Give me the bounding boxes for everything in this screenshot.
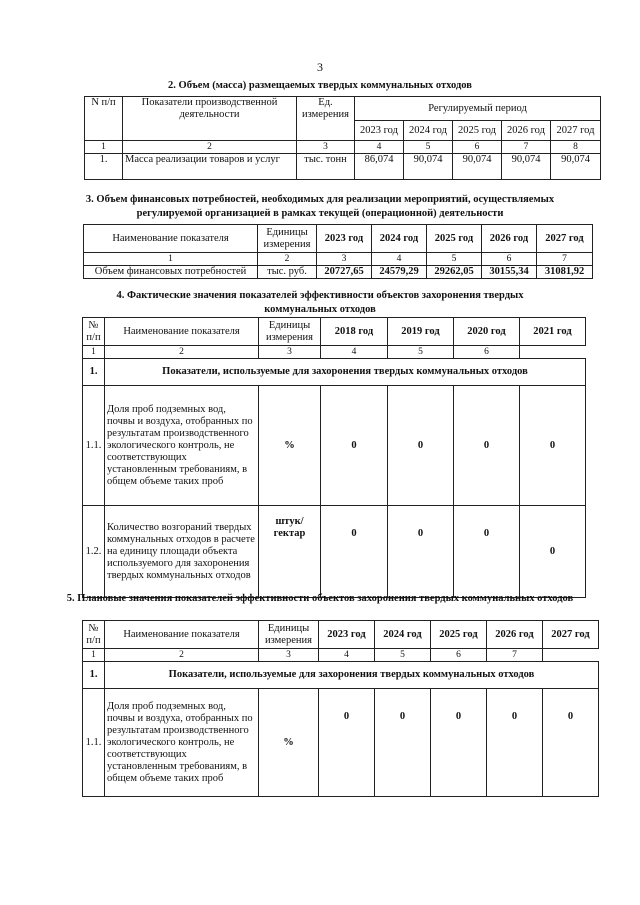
- col-number: 6: [453, 141, 502, 154]
- section-4-table: [82, 317, 586, 598]
- col-header-unit: Единицы измерения: [259, 318, 321, 346]
- year-header: 2025 год: [453, 121, 502, 141]
- year-header: 2027 год: [551, 121, 601, 141]
- row-indicator-name: Масса реализации товаров и услуг: [123, 154, 297, 180]
- row-unit: %: [259, 689, 319, 797]
- row-value: 0: [454, 506, 520, 598]
- row-value: 90,074: [404, 154, 453, 180]
- row-value: 86,074: [355, 154, 404, 180]
- col-header-num: N п/п: [85, 97, 123, 141]
- row-value: 0: [319, 689, 375, 797]
- row-value: 0: [454, 386, 520, 506]
- col-number: 6: [431, 649, 487, 662]
- col-header-num: № п/п: [83, 318, 105, 346]
- section-3-table: [83, 224, 593, 279]
- section-5-table: [82, 620, 599, 797]
- group-number: 1.: [83, 662, 105, 689]
- row-value: 30155,34: [482, 266, 537, 279]
- row-value: 0: [520, 386, 586, 506]
- year-header: 2019 год: [388, 318, 454, 346]
- col-number: 4: [372, 253, 427, 266]
- row-value: 24579,29: [372, 266, 427, 279]
- col-number: 7: [487, 649, 543, 662]
- year-header: 2020 год: [454, 318, 520, 346]
- year-header: 2025 год: [427, 225, 482, 253]
- row-value: 0: [321, 506, 388, 598]
- group-label: Показатели, используемые для захоронения твердых коммунальных отходов: [105, 662, 599, 689]
- row-value: 90,074: [502, 154, 551, 180]
- row-indicator-name: Объем финансовых потребностей: [84, 266, 258, 279]
- row-number: 1.: [85, 154, 123, 180]
- col-number: 4: [321, 346, 388, 359]
- year-header: 2026 год: [482, 225, 537, 253]
- col-header-name: Наименование показателя: [105, 318, 259, 346]
- page-number: 3: [317, 60, 323, 74]
- row-unit: %: [259, 386, 321, 506]
- col-header-num: № п/п: [83, 621, 105, 649]
- row-value: 29262,05: [427, 266, 482, 279]
- col-number: 6: [482, 253, 537, 266]
- row-value: 90,074: [453, 154, 502, 180]
- year-header: 2024 год: [372, 225, 427, 253]
- col-number: 3: [297, 141, 355, 154]
- year-header: 2021 год: [520, 318, 586, 346]
- row-value: 0: [487, 689, 543, 797]
- col-number: 1: [85, 141, 123, 154]
- group-label: Показатели, используемые для захоронения твердых коммунальных отходов: [105, 359, 586, 386]
- col-number: 1: [84, 253, 258, 266]
- row-value: 20727,65: [317, 266, 372, 279]
- col-header-unit: Единицы измерения: [258, 225, 317, 253]
- year-header: 2023 год: [355, 121, 404, 141]
- row-value: 31081,92: [537, 266, 593, 279]
- col-number: 5: [404, 141, 453, 154]
- row-unit: тыс. тонн: [297, 154, 355, 180]
- year-header: 2024 год: [404, 121, 453, 141]
- row-value: 0: [375, 689, 431, 797]
- year-header: 2026 год: [502, 121, 551, 141]
- col-header-period: Регулируемый период: [355, 97, 601, 121]
- row-indicator-name: Доля проб подземных вод, почвы и воздуха, отобранных по результатам производственного экологического контроль, не соответствующих установленным требованиям, в общем объеме таких проб: [105, 689, 259, 797]
- section-5-title: 5. Плановые значения показателей эффективности объектов захоронения твердых коммунальных отходов: [66, 593, 574, 604]
- row-indicator-name: Количество возгораний твердых коммунальных отходов в расчете на единицу площади объекта используемого для захоронения твердых коммунальных отходов: [105, 506, 259, 598]
- row-indicator-name: Доля проб подземных вод, почвы и воздуха, отобранных по результатам производственного экологического контроль, не соответствующих установленным требованиям, в общем объеме таких проб: [105, 386, 259, 506]
- col-number: 2: [123, 141, 297, 154]
- year-header: 2025 год: [431, 621, 487, 649]
- row-number: 1.1.: [83, 689, 105, 797]
- col-number: 1: [83, 649, 105, 662]
- row-unit: тыс. руб.: [258, 266, 317, 279]
- col-number: 1: [83, 346, 105, 359]
- col-number: 4: [319, 649, 375, 662]
- row-unit: штук/ гектар: [259, 506, 321, 598]
- row-value: 0: [388, 386, 454, 506]
- col-number: 2: [258, 253, 317, 266]
- col-number: 3: [317, 253, 372, 266]
- section-4-title: 4. Фактические значения показателей эффективности объектов захоронения твердых коммунальных отходов: [116, 290, 524, 315]
- col-number: 5: [388, 346, 454, 359]
- col-number: 7: [537, 253, 593, 266]
- row-value: 0: [321, 386, 388, 506]
- row-number: 1.1.: [83, 386, 105, 506]
- col-number: 2: [105, 346, 259, 359]
- group-number: 1.: [83, 359, 105, 386]
- year-header: 2027 год: [543, 621, 599, 649]
- row-value: 0: [431, 689, 487, 797]
- section-2-table: [84, 96, 601, 180]
- row-value: 0: [520, 506, 586, 598]
- col-header-name: Наименование показателя: [105, 621, 259, 649]
- row-number: 1.2.: [83, 506, 105, 598]
- year-header: 2018 год: [321, 318, 388, 346]
- year-header: 2023 год: [317, 225, 372, 253]
- year-header: 2024 год: [375, 621, 431, 649]
- col-header-unit: Ед. измерения: [297, 97, 355, 141]
- col-number: 4: [355, 141, 404, 154]
- row-value: 0: [388, 506, 454, 598]
- col-number: 8: [551, 141, 601, 154]
- section-2-title: 2. Объем (масса) размещаемых твердых коммунальных отходов: [168, 80, 472, 91]
- col-header-indicator: Показатели производственной деятельности: [123, 97, 297, 141]
- row-value: 0: [543, 689, 599, 797]
- year-header: 2023 год: [319, 621, 375, 649]
- col-header-unit: Единицы измерения: [259, 621, 319, 649]
- col-number: 2: [105, 649, 259, 662]
- col-number: 7: [502, 141, 551, 154]
- col-number: 6: [454, 346, 520, 359]
- year-header: 2027 год: [537, 225, 593, 253]
- col-number: 3: [259, 346, 321, 359]
- col-header-name: Наименование показателя: [84, 225, 258, 253]
- year-header: 2026 год: [487, 621, 543, 649]
- col-number: 5: [427, 253, 482, 266]
- section-3-title: 3. Объем финансовых потребностей, необходимых для реализации мероприятий, осуществляемых регулируемой организацией в рамках текущей (операционной) деятельности: [85, 194, 555, 219]
- row-value: 90,074: [551, 154, 601, 180]
- col-number: 5: [375, 649, 431, 662]
- col-number: 3: [259, 649, 319, 662]
